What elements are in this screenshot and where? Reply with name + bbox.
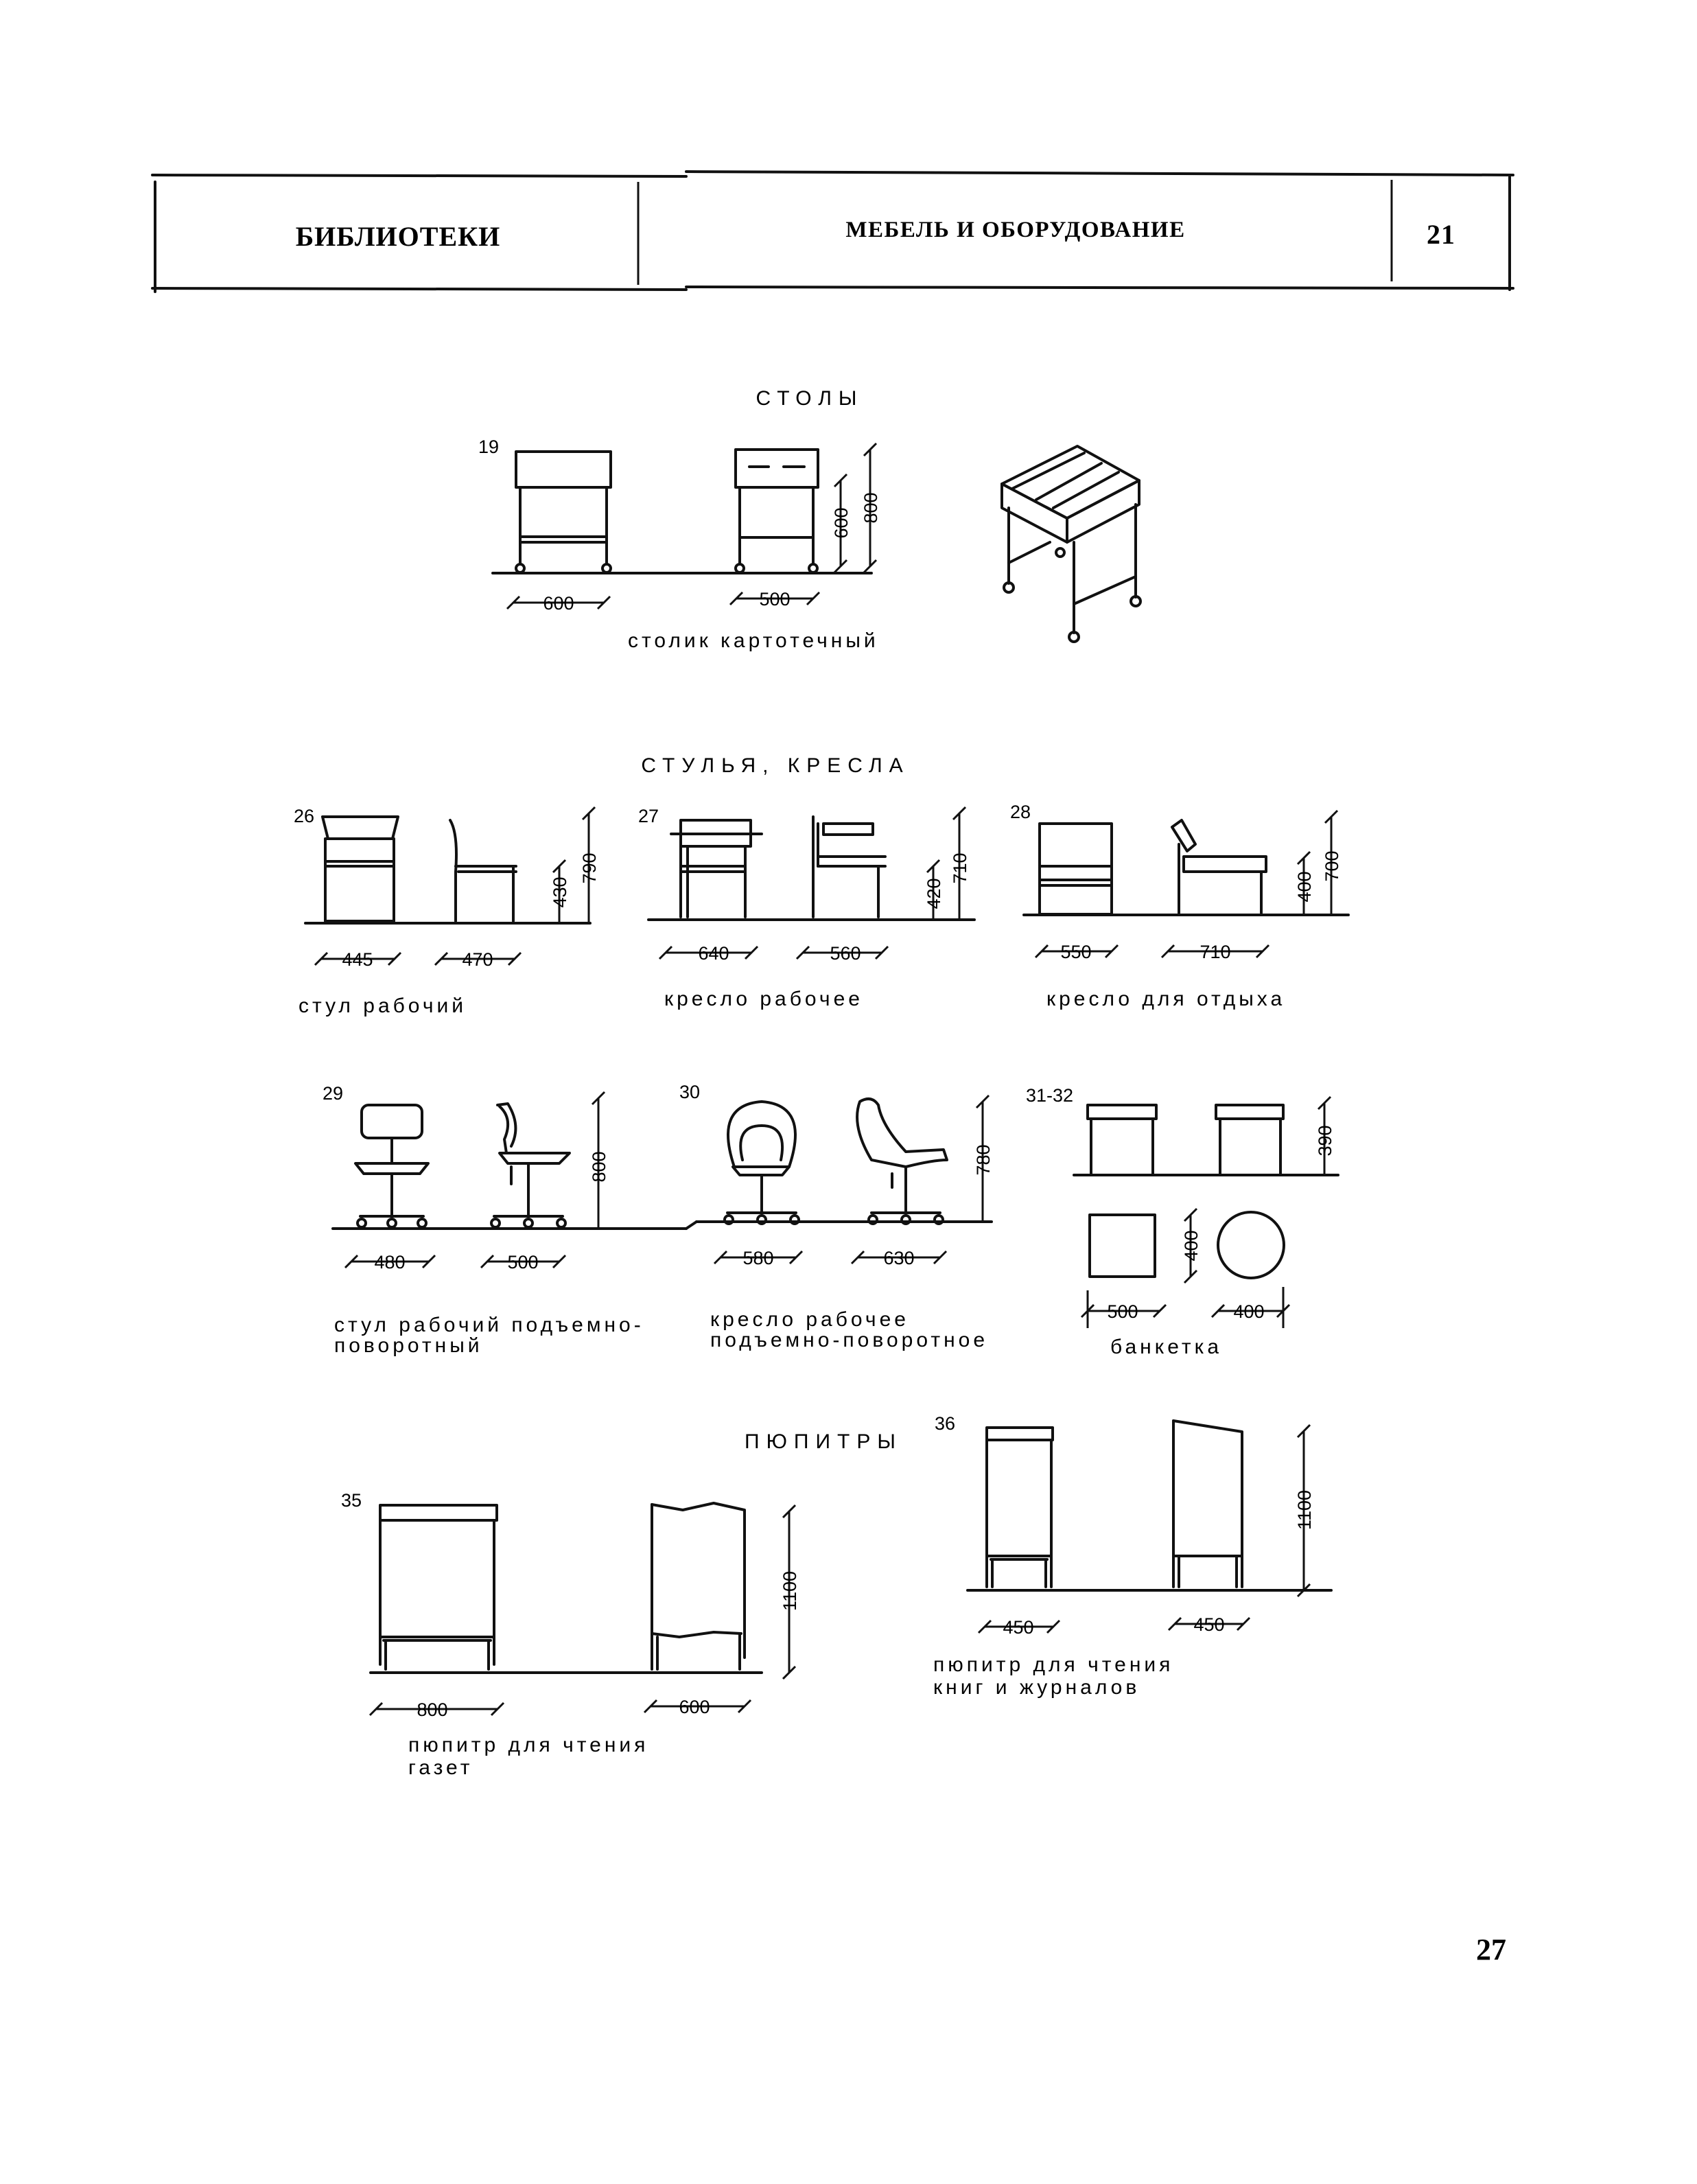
card-table-perspective-view [1002,446,1140,642]
dim-28-w2: 710 [1199,942,1231,962]
caption-19: столик картотечный [628,629,879,652]
dim-31-32-d-square: 400 [1181,1230,1202,1262]
item-number-19: 19 [478,437,500,457]
caption-30-line2: подъемно-поворотное [710,1329,989,1351]
caption-27: кресло рабочее [664,988,863,1010]
dim-19-width-side: 500 [759,589,791,609]
dim-36-w1: 450 [1003,1617,1034,1638]
dim-36-h: 1100 [1294,1489,1315,1531]
dim-31-32-w-square: 500 [1107,1301,1138,1322]
dim-30-w1: 580 [742,1248,774,1268]
dim-30-h: 780 [973,1144,994,1176]
caption-36-line2: книг и журналов [933,1676,1140,1699]
dim-30-w2: 630 [883,1248,915,1268]
chair-30-drawings [697,1095,992,1264]
caption-36-line1: пюпитр для чтения [933,1653,1174,1676]
dim-19-width-front: 600 [543,593,574,614]
section-title-chairs: СТУЛЬЯ, КРЕСЛА [641,754,910,777]
item-number-30: 30 [679,1082,701,1102]
caption-31-32: банкетка [1110,1336,1223,1358]
dim-26-h2: 790 [579,852,600,884]
bench-31-32-drawings [1074,1097,1338,1328]
page-number: 27 [1476,1933,1506,1966]
dim-35-w2: 600 [679,1697,710,1717]
card-table-dim-lines [507,443,876,609]
item-number-27: 27 [638,806,659,826]
header-center-title: МЕБЕЛЬ И ОБОРУДОВАНИЕ [845,218,1186,242]
item-number-28: 28 [1010,802,1031,822]
dim-31-32-h: 390 [1315,1125,1335,1157]
dim-28-h2: 700 [1322,850,1342,882]
section-title-tables: СТОЛЫ [756,387,864,410]
item-number-29: 29 [323,1083,344,1104]
item-number-31-32: 31-32 [1026,1085,1074,1106]
item-number-36: 36 [935,1413,956,1434]
item-number-26: 26 [294,806,315,826]
caption-26: стул рабочий [299,995,467,1017]
dim-19-height-low: 600 [831,507,852,539]
dim-28-w1: 550 [1060,942,1092,962]
dim-26-h1: 430 [550,876,570,908]
dim-19-height-total: 800 [861,492,881,524]
dim-31-32-d-round: 400 [1233,1301,1265,1322]
dim-36-w2: 450 [1193,1614,1225,1635]
item-number-35: 35 [341,1490,362,1511]
dim-29-w2: 500 [507,1252,539,1273]
dim-28-h1: 400 [1294,871,1315,903]
dim-26-w2: 470 [462,949,493,970]
header-sheet-number: 21 [1427,219,1455,250]
dim-29-h: 800 [589,1151,609,1183]
caption-29-line2: поворотный [334,1334,483,1357]
dim-35-h: 1100 [780,1570,800,1612]
lectern-36-drawings [968,1421,1331,1633]
caption-35-line1: пюпитр для чтения [408,1734,649,1756]
dim-27-w2: 560 [830,943,861,964]
dim-35-w1: 800 [417,1699,448,1720]
lectern-35-drawings [370,1503,795,1715]
dim-27-h1: 420 [924,878,944,909]
caption-29-line1: стул рабочий подъемно- [334,1314,644,1336]
section-title-lecterns: ПЮПИТРЫ [745,1430,902,1453]
chair-29-drawings [333,1092,697,1268]
dim-26-w1: 445 [342,949,373,970]
caption-35-line2: газет [408,1756,473,1779]
card-table-front-view [493,452,748,573]
dim-27-h2: 710 [950,852,970,884]
header-left-title: БИБЛИОТЕКИ [295,221,501,252]
caption-28: кресло для отдыха [1046,988,1286,1010]
caption-30-line1: кресло рабочее [710,1308,909,1331]
dim-29-w1: 480 [374,1252,406,1273]
dim-27-w1: 640 [698,943,729,964]
